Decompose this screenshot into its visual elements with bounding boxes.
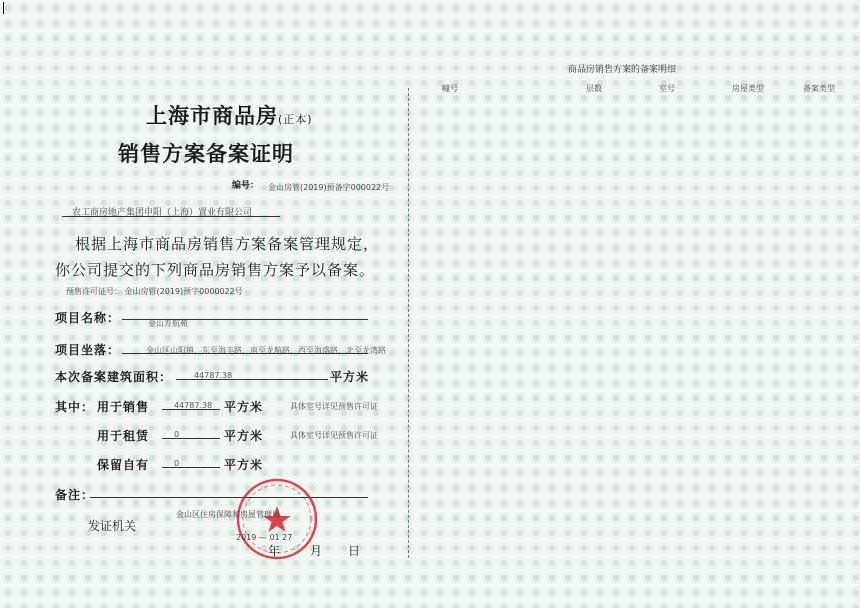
- presale-permit: 预售许可证号： 金山房管(2019)预字0000022号: [66, 287, 243, 296]
- rent-area-value: 0: [174, 430, 180, 439]
- project-name-underline: [122, 319, 368, 320]
- column-house-type: 房屋类型: [732, 84, 764, 93]
- rent-area-label: 用于租赁: [97, 429, 150, 443]
- issuer-label: 发证机关: [88, 519, 137, 533]
- sale-area-unit: 平方米: [224, 400, 264, 414]
- title-line-2: 销售方案备案证明: [118, 142, 294, 166]
- date-month-label: 月: [310, 544, 323, 558]
- detail-title: 商品房销售方案的备案明细: [568, 65, 677, 75]
- statement-line-1: 根据上海市商品房销售方案备案管理规定，: [75, 235, 380, 253]
- date-day-label: 日: [348, 544, 361, 558]
- reserve-area-unit: 平方米: [224, 458, 264, 472]
- total-area-underline: [176, 379, 328, 380]
- among-label: 其中：: [55, 400, 95, 414]
- column-building: 幢号: [442, 84, 458, 93]
- reserve-area-value: 0: [174, 459, 180, 468]
- project-location-underline: [122, 353, 368, 354]
- fold-line: [408, 88, 409, 558]
- date-year-label: 年: [268, 544, 281, 558]
- rent-area-note: 具体室号详见预售许可证: [290, 431, 378, 440]
- reserve-area-label: 保留自有: [97, 458, 150, 472]
- title-main: 上海市商品房: [146, 104, 278, 128]
- title-line-1: [146, 100, 313, 130]
- project-location-label: 项目坐落：: [55, 343, 121, 357]
- reserve-area-underline: [162, 467, 220, 468]
- remarks-label: 备注：: [55, 488, 95, 502]
- title-original-mark: (正本): [278, 113, 313, 126]
- project-location-value: 金山区山阳镇，东至海丰路，南至龙航路，西至海盛路，北至龙湾路: [146, 346, 386, 355]
- project-name-value: 金山万航苑: [148, 319, 188, 328]
- rent-area-underline: [162, 438, 220, 439]
- project-name-label: 项目名称：: [55, 311, 121, 325]
- company-name: 农工商房地产集团申阳（上海）置业有限公司: [72, 208, 253, 218]
- rent-area-unit: 平方米: [224, 429, 264, 443]
- total-area-label: 本次备案建筑面积：: [55, 370, 173, 384]
- column-record-type: 备案类型: [803, 84, 835, 93]
- column-room: 室号: [659, 84, 675, 93]
- sale-area-label: 用于销售: [97, 400, 150, 414]
- sale-area-underline: [162, 409, 220, 410]
- issuer-name: 金山区住房保障和房屋管理局: [176, 510, 280, 519]
- serial-number: 金山房管(2019)预备字000022号: [268, 183, 390, 192]
- column-floors: 层数: [586, 84, 602, 93]
- total-area-unit: 平方米: [330, 370, 370, 384]
- company-underline: [62, 216, 280, 217]
- sale-area-note: 具体室号详见预售许可证: [290, 402, 378, 411]
- date-written: 2019 — 01 27: [236, 533, 293, 542]
- remarks-underline: [90, 497, 368, 498]
- serial-label: 编号：: [232, 181, 260, 191]
- statement-line-2: 你公司提交的下列商品房销售方案予以备案。: [55, 261, 376, 279]
- sale-area-value: 44787.38: [174, 401, 213, 410]
- text-cursor: [3, 2, 4, 14]
- total-area-value: 44787.38: [194, 371, 233, 380]
